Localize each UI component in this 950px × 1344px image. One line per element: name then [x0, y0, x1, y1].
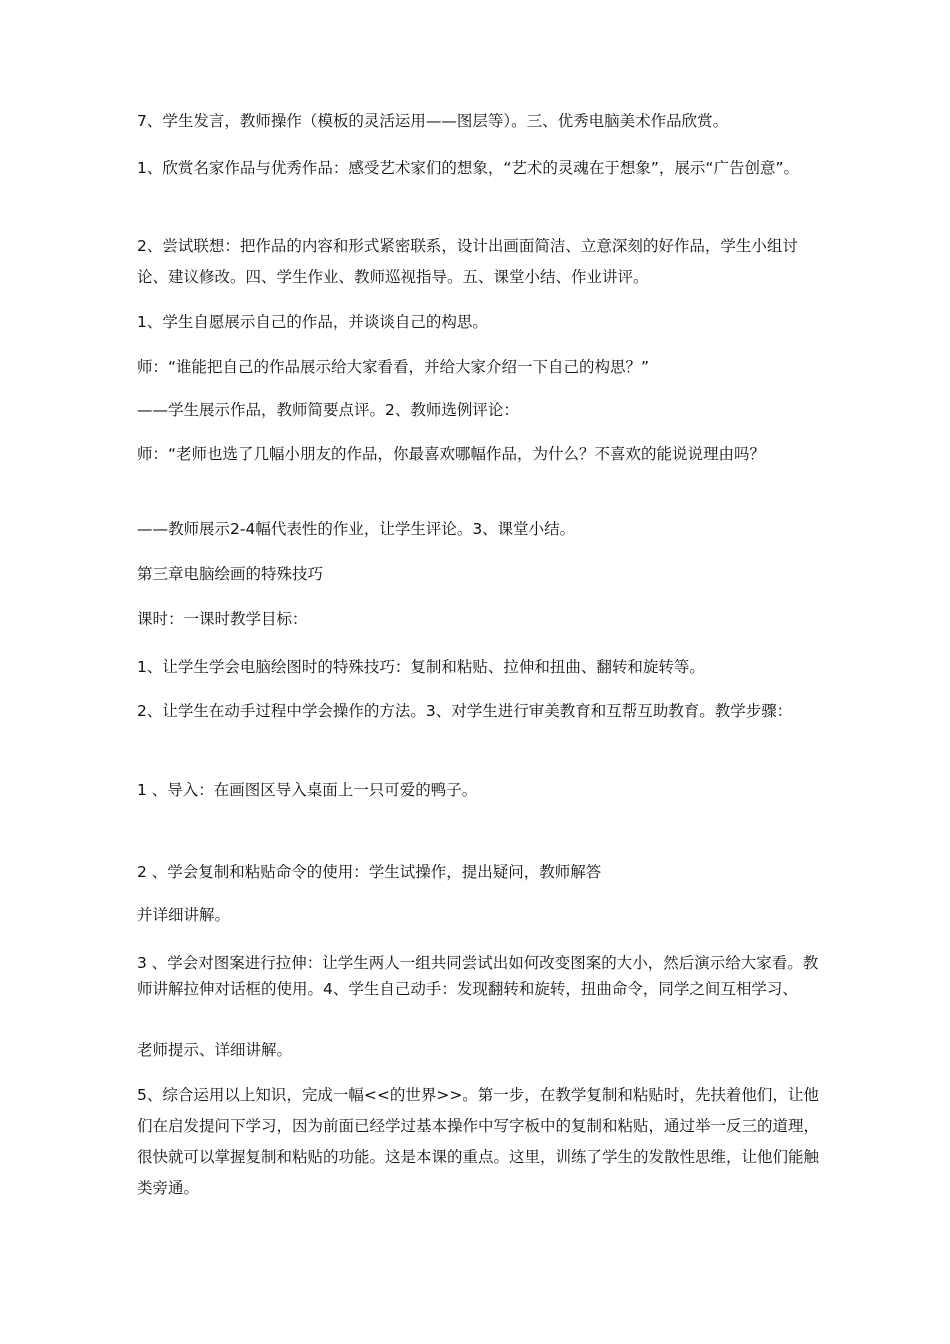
- paragraph-10: 课时：一课时教学目标：: [137, 610, 308, 628]
- chapter-title: 第三章电脑绘画的特殊技巧: [137, 565, 324, 583]
- paragraph-15: 并详细讲解。: [137, 906, 231, 924]
- paragraph-4: 1、学生自愿展示自己的作品，并谈谈自己的构思。: [137, 313, 488, 331]
- paragraph-18: 5、综合运用以上知识，完成一幅<<的世界>>。第一步，在教学复制和粘贴时，先扶着他们，让他们在启发提问下学习，因为前面已经学过基本操作中写字板中的复制和粘贴，通过举一反三的道理，很快就可以掌握复制和粘贴的功能。这是本课的重点。这里，训练了学生的发散性思维，让他们能触类旁通。: [137, 1086, 820, 1197]
- paragraph-12: 2、让学生在动手过程中学会操作的方法。3、对学生进行审美教育和互帮互助教育。教学步骤：: [137, 702, 793, 720]
- paragraph-3: 2、尝试联想：把作品的内容和形式紧密联系，设计出画面简洁、立意深刻的好作品，学生小组讨论、建议修改。四、学生作业、教师巡视指导。五、课堂小结、作业讲评。: [137, 237, 798, 286]
- paragraph-7: 师：“老师也选了几幅小朋友的作品，你最喜欢哪幅作品，为什么？不喜欢的能说说理由吗？: [137, 445, 766, 463]
- paragraph-16: 3 、学会对图案进行拉伸：让学生两人一组共同尝试出如何改变图案的大小，然后演示给大家看。教师讲解拉伸对话框的使用。4、学生自己动手：发现翻转和旋转，扭曲命令，同学之间互相学习、: [137, 954, 819, 998]
- paragraph-1: 7、学生发言，教师操作（模板的灵活运用——图层等）。三、优秀电脑美术作品欣赏。: [137, 112, 729, 130]
- paragraph-5: 师：“谁能把自己的作品展示给大家看看，并给大家介绍一下自己的构思？”: [137, 358, 650, 376]
- paragraph-8: ——教师展示2-4幅代表性的作业，让学生评论。3、课堂小结。: [137, 520, 576, 538]
- paragraph-14: 2 、学会复制和粘贴命令的使用：学生试操作，提出疑问，教师解答: [137, 863, 602, 881]
- paragraph-11: 1、让学生学会电脑绘图时的特殊技巧：复制和粘贴、拉伸和扭曲、翻转和旋转等。: [137, 658, 705, 676]
- paragraph-13: 1 、导入：在画图区导入桌面上一只可爱的鸭子。: [137, 781, 478, 799]
- paragraph-2: 1、欣赏名家作品与优秀作品：感受艺术家们的想象，“艺术的灵魂在于想象”，展示“广告创意”。: [137, 159, 799, 177]
- paragraph-6: ——学生展示作品，教师简要点评。2、教师选例评论：: [137, 401, 519, 419]
- paragraph-17: 老师提示、详细讲解。: [137, 1041, 293, 1059]
